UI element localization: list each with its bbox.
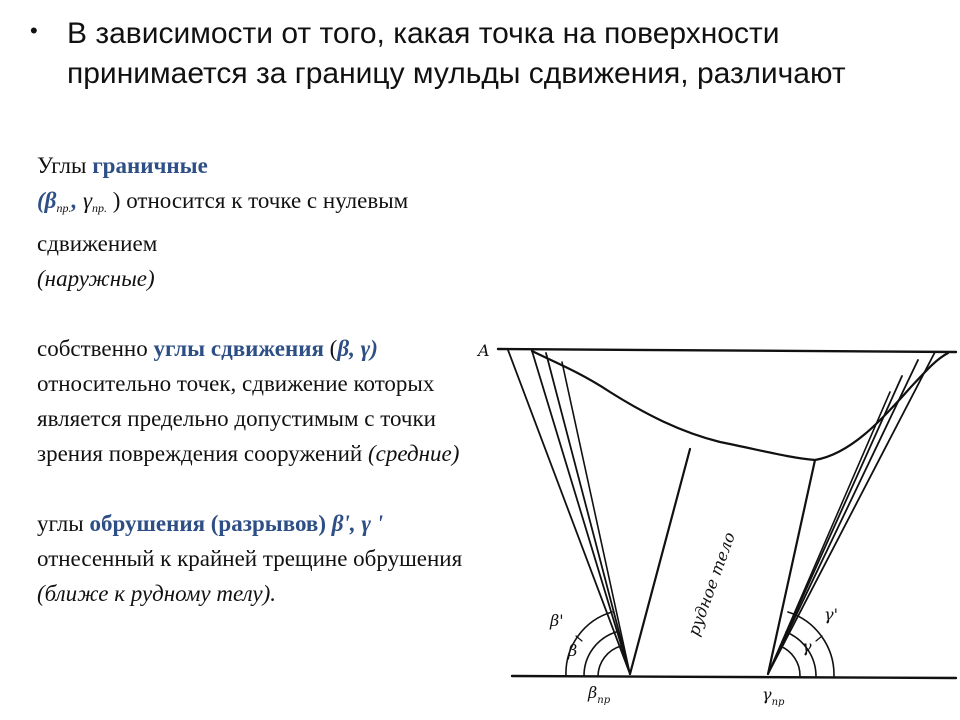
boundary-close: ) xyxy=(107,188,121,213)
boundary-beta-sub: пр. xyxy=(56,201,72,215)
boundary-note: (наружные) xyxy=(37,266,155,291)
left-ray-displacement xyxy=(532,351,630,674)
right-arc-tick xyxy=(816,636,822,641)
collapse-lead: углы xyxy=(37,511,90,536)
displacement-note: (средние) xyxy=(367,441,460,466)
beta-pr-label xyxy=(587,683,611,706)
collapse-note: (ближе к рудному телу). xyxy=(37,581,276,606)
displacement-term: углы сдвижения xyxy=(153,336,324,361)
left-arc-inner xyxy=(598,646,621,676)
diagram-svg xyxy=(470,322,960,720)
beta-pr-symbol: β xyxy=(588,683,598,702)
gamma-label: γ xyxy=(802,637,812,656)
boundary-term: граничные xyxy=(92,153,208,178)
boundary-comma: , xyxy=(71,188,83,213)
beta-label: β xyxy=(568,641,578,660)
beta-pr-subscript: пр xyxy=(597,695,611,706)
trough-profile xyxy=(532,351,948,460)
boundary-beta: β xyxy=(44,188,57,213)
ore-body-label: рудное тело xyxy=(683,529,739,639)
collapse-term: обрушения (разрывов) xyxy=(89,511,326,536)
gamma-pr-subscript: пр xyxy=(771,697,785,708)
boundary-desc: относится к точке с нулевым сдвижением xyxy=(37,188,409,256)
header-text: В зависимости от того, какая точка на поверхности принимается за границу мульды сдвижения, различают xyxy=(67,17,846,90)
displacement-open: ( xyxy=(323,336,338,361)
collapse-symbols: β', γ ' xyxy=(325,511,384,536)
boundary-open: ( xyxy=(37,188,45,213)
displacement-desc: относительно точек, сдвижение которых является предельно допустимым с точки зрения повреждения сооружений xyxy=(37,371,436,466)
angle-definitions xyxy=(37,148,467,611)
displacement-lead: собственно xyxy=(37,336,154,361)
boundary-gamma: γ xyxy=(82,188,93,213)
paragraph-gap xyxy=(37,471,467,506)
surface-line xyxy=(498,349,956,352)
boundary-lead: Углы xyxy=(37,153,93,178)
gamma-prime-label: γ' xyxy=(824,605,838,624)
boundary-gamma-sub: пр. xyxy=(92,201,108,215)
displacement-symbols: β, γ) xyxy=(337,336,378,361)
gamma-pr-label xyxy=(762,685,785,708)
bullet-marker: • xyxy=(30,18,38,43)
subsidence-trough-diagram xyxy=(470,322,960,720)
left-arc-middle xyxy=(584,632,616,676)
displacement-angles-paragraph xyxy=(37,331,467,471)
beta-prime-label: β' xyxy=(550,611,564,630)
right-arc-inner xyxy=(780,646,800,676)
right-ray-boundary xyxy=(768,352,935,674)
collapse-angles-paragraph xyxy=(37,506,467,611)
left-ray-boundary xyxy=(508,350,630,674)
point-a-label: A xyxy=(478,341,490,360)
boundary-angles-paragraph xyxy=(37,148,467,296)
right-ray-displacement xyxy=(768,360,918,674)
base-line xyxy=(512,676,956,678)
gamma-pr-symbol: γ xyxy=(762,685,772,704)
ore-body-left-edge xyxy=(630,449,690,674)
paragraph-gap xyxy=(37,296,467,331)
collapse-desc: отнесенный к крайней трещине обрушения xyxy=(37,546,463,571)
